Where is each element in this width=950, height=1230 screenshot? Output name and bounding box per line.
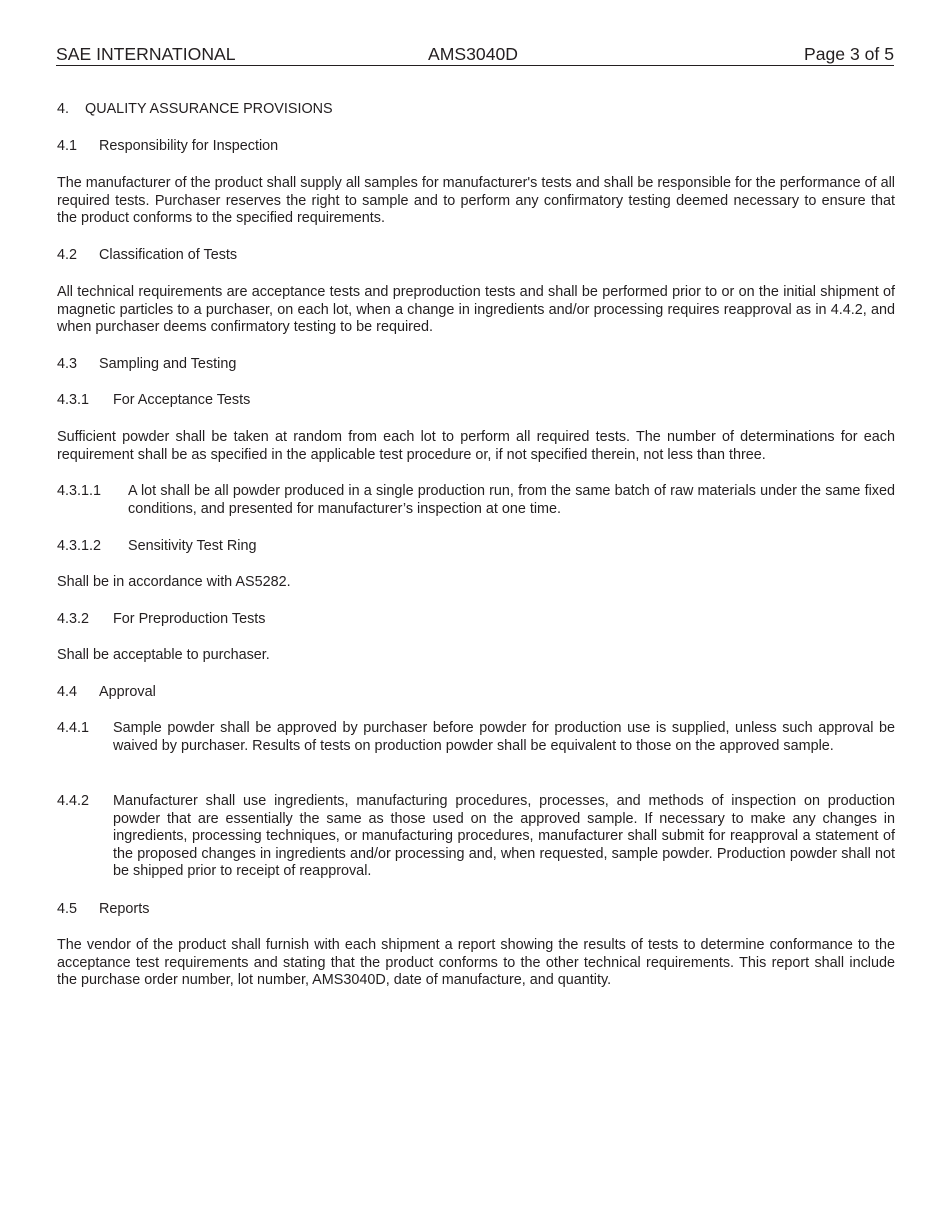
section-number: 4.5 <box>57 901 78 917</box>
section-title: Sampling and Testing <box>99 356 237 372</box>
paragraph-4-5: The vendor of the product shall furnish with each shipment a report showing the results of tests to determine conformance to the acceptance test requirements and stating that the product conforms to the other technical requirements. This report shall include the purchase order number, lot number, AMS3040D, date of manufacture, and quantity. <box>57 937 895 989</box>
header-page-number: Page 3 of 5 <box>804 44 894 64</box>
section-number: 4.3.1 <box>57 392 90 408</box>
section-heading-4-3 <box>57 356 236 374</box>
section-number: 4.3.2 <box>57 611 90 627</box>
clause-text: Sample powder shall be approved by purchaser before powder for production use is supplied, unless such approval be waived by purchaser. Results of tests on production powder shall be equivalent to those on the approved sample. <box>113 720 895 754</box>
section-heading-4-2 <box>57 247 237 265</box>
section-title: QUALITY ASSURANCE PROVISIONS <box>85 101 333 117</box>
section-title: Responsibility for Inspection <box>99 138 279 154</box>
paragraph-4-3-1-2: Shall be in accordance with AS5282. <box>57 574 291 590</box>
section-number: 4.3.1.2 <box>57 538 102 554</box>
page-header <box>56 43 894 66</box>
section-title: For Preproduction Tests <box>113 611 266 627</box>
section-title: Sensitivity Test Ring <box>128 538 257 554</box>
paragraph-4-2: All technical requirements are acceptance tests and preproduction tests and shall be performed prior to or on the initial shipment of magnetic particles to a purchaser, on each lot, when a change in ingredients and/or processing requires reapproval as in 4.4.2, and when purchaser deems confirmatory testing to be required. <box>57 284 895 336</box>
section-title: For Acceptance Tests <box>113 392 251 408</box>
clause-number: 4.3.1.1 <box>57 483 102 499</box>
header-doc-id: AMS3040D <box>428 44 518 64</box>
paragraph-4-3-2: Shall be acceptable to purchaser. <box>57 647 270 663</box>
section-heading-4-1 <box>57 138 278 156</box>
section-heading-4-3-1 <box>57 392 250 410</box>
header-org: SAE INTERNATIONAL <box>56 44 236 64</box>
section-number: 4.2 <box>57 247 78 263</box>
section-number: 4.1 <box>57 138 78 154</box>
clause-number: 4.4.2 <box>57 793 90 809</box>
section-title: Classification of Tests <box>99 247 238 263</box>
section-number: 4. <box>57 101 70 117</box>
section-heading-4-3-1-2 <box>57 538 257 556</box>
clause-4-4-2 <box>57 793 895 881</box>
section-title: Approval <box>99 684 156 700</box>
section-heading-4 <box>57 101 333 119</box>
section-number: 4.3 <box>57 356 78 372</box>
paragraph-4-1: The manufacturer of the product shall supply all samples for manufacturer's tests and shall be responsible for the performance of all required tests. Purchaser reserves the right to sample and to perform any confirmatory testing deemed necessary to ensure that the product conforms to the specified requirements. <box>57 175 895 227</box>
section-heading-4-5 <box>57 901 149 919</box>
section-number: 4.4 <box>57 684 78 700</box>
section-heading-4-3-2 <box>57 611 266 629</box>
clause-text: Manufacturer shall use ingredients, manufacturing procedures, processes, and methods of inspection on production powder that are essentially the same as those used on the approved sample. If necessary to make any changes in ingredients, processing techniques, or manufacturing procedures, manufacturer shall submit for reapproval a statement of the proposed changes in ingredients and/or processing and, when requested, sample powder. Production powder shall not be shipped prior to receipt of reapproval. <box>113 793 895 880</box>
paragraph-4-3-1: Sufficient powder shall be taken at random from each lot to perform all required tests. The number of determinations for each requirement shall be as specified in the applicable test procedure or, if not specified therein, not less than three. <box>57 429 895 463</box>
clause-text: A lot shall be all powder produced in a single production run, from the same batch of raw materials under the same fixed conditions, and presented for manufacturer’s inspection at one time. <box>128 483 895 517</box>
clause-4-3-1-1 <box>57 483 895 518</box>
section-title: Reports <box>99 901 150 917</box>
clause-4-4-1 <box>57 720 895 755</box>
section-heading-4-4 <box>57 684 156 702</box>
clause-number: 4.4.1 <box>57 720 90 736</box>
